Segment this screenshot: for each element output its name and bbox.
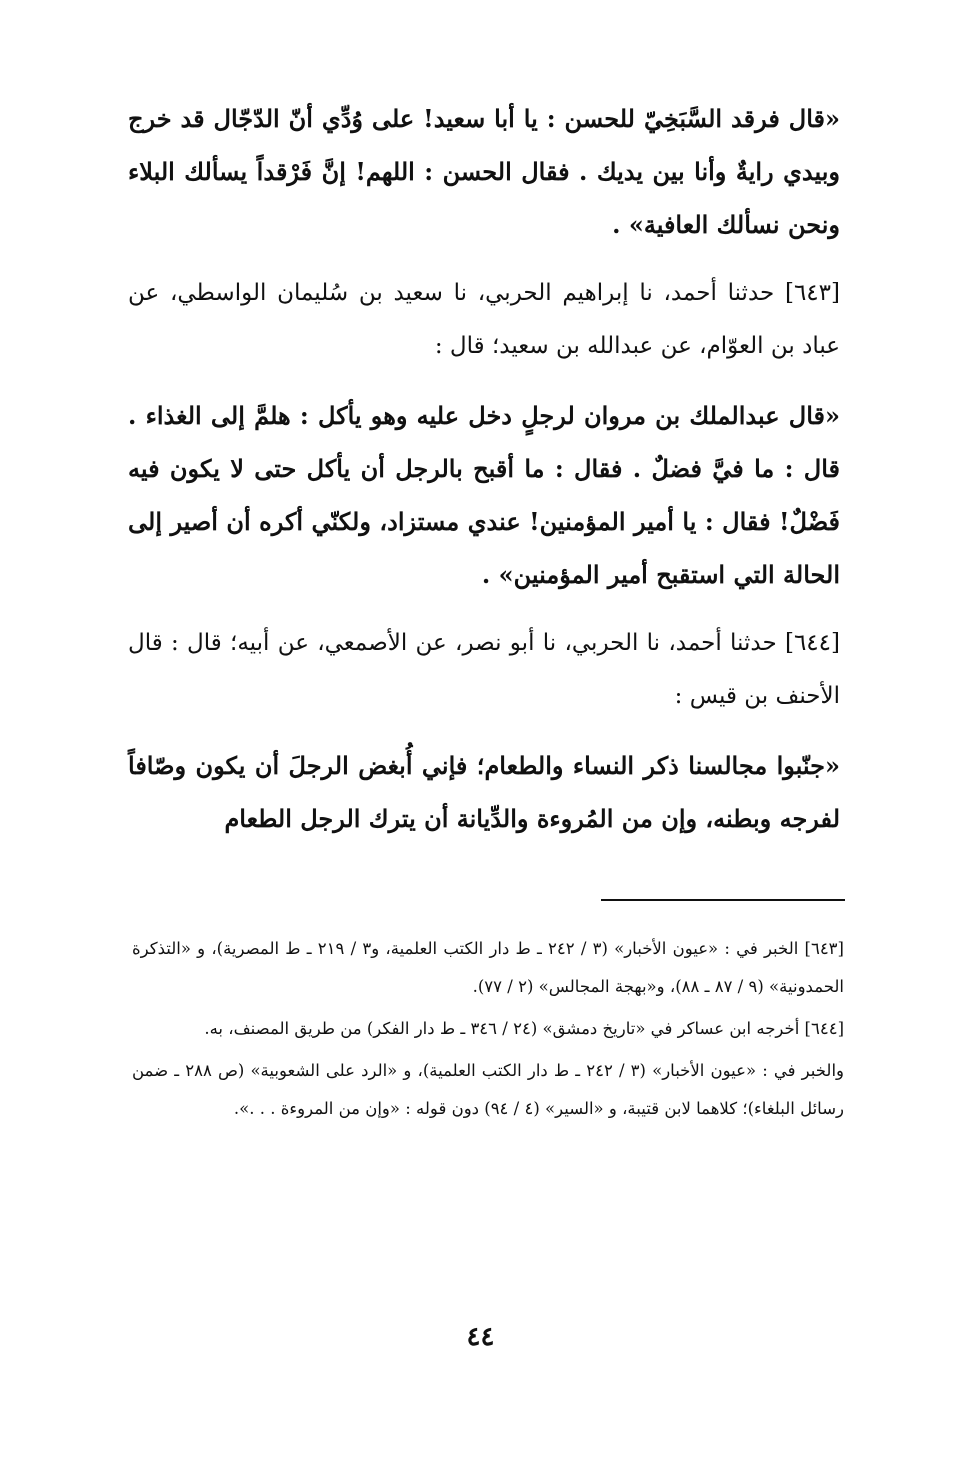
quote-paragraph-farqad: «قال فرقد السَّبَخِيّ للحسن : يا أبا سعيد! على وُدِّي أنّ الدّجّال قد خرج وبيدي رايةٌ وأنا بين يديك . فقال الحسن : اللهم! إنَّ فَرْقداً يسألك البلاء ونحن نسألك العافية» . xyxy=(128,104,840,239)
isnad-paragraph-643: [٦٤٣] حدثنا أحمد، نا إبراهيم الحربي، نا سعيد بن سُليمان الواسطي، عن عباد بن العوّام، عن عبدالله بن سعيد؛ قال : xyxy=(128,280,840,359)
footnote-644: [٦٤٤] أخرجه ابن عساكر في «تاريخ دمشق» (٢٤ / ٣٤٦ ـ ط دار الفكر) من طريق المصنف، به. xyxy=(204,1019,844,1038)
isnad-paragraph-644: [٦٤٤] حدثنا أحمد، نا الحربي، نا أبو نصر، عن الأصمعي، عن أبيه؛ قال : قال الأحنف بن قيس : xyxy=(128,630,840,709)
quote-paragraph-abdulmalik: «قال عبدالملك بن مروان لرجلٍ دخل عليه وهو يأكل : هلمَّ إلى الغذاء . قال : ما فيَّ فضلٌ . فقال : ما أقبح بالرجل أن يأكل حتى لا يكون فيه فَضْلٌ! فقال : يا أمير المؤمنين! عندي مستزاد، ولكنّي أكره أن أصير إلى الحالة التي استقبح أمير المؤمنين» . xyxy=(128,401,840,589)
quote-paragraph-ahnaf: «جنّبوا مجالسنا ذكر النساء والطعام؛ فإني أُبغض الرجلَ أن يكون وصّافاً لفرجه وبطنه، وإن من المُروءة والدِّيانة أن يترك الرجل الطعام xyxy=(128,751,840,833)
footnotes xyxy=(132,930,844,1132)
footnote-644-sources: والخبر في : «عيون الأخبار» (٣ / ٢٤٢ ـ ط دار الكتب العلمية)، و «الرد على الشعوبية» (ص ٢٨٨ ـ ضمن رسائل البلغاء)؛ كلاهما لابن قتيبة، و «السير» (٤ / ٩٤) دون قوله : «وإن من المروءة . . .». xyxy=(132,1061,844,1118)
main-text xyxy=(128,92,840,861)
footnote-643: [٦٤٣] الخبر في : «عيون الأخبار» (٣ / ٢٤٢ ـ ط دار الكتب العلمية، و٣ / ٢١٩ ـ ط المصرية)، و «التذكرة الحمدونية» (٩ / ٨٧ ـ ٨٨)، و«بهجة المجالس» (٢ / ٧٧). xyxy=(132,939,844,996)
footnote-divider xyxy=(601,899,845,901)
page-number: ٤٤ xyxy=(466,1322,495,1352)
